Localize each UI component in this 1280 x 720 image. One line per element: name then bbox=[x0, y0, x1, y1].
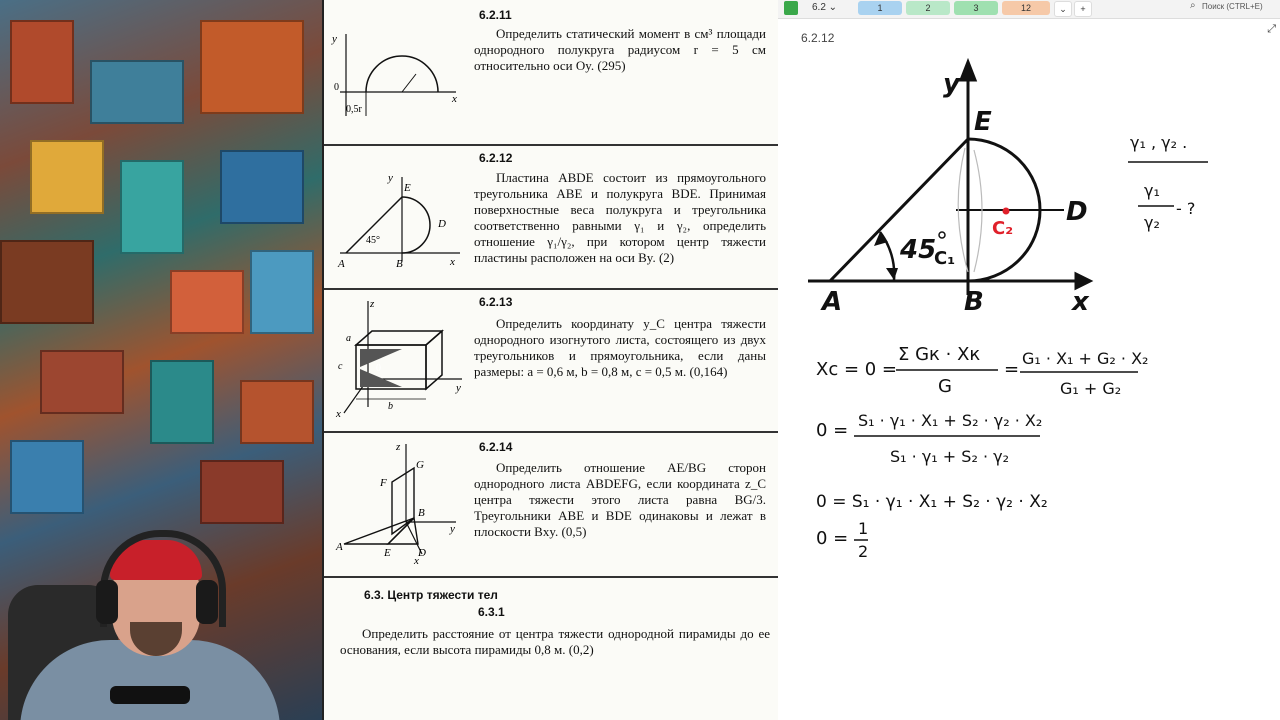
svg-text:45°: 45° bbox=[366, 235, 380, 246]
svg-text:A: A bbox=[338, 258, 345, 270]
svg-text:b: b bbox=[388, 401, 393, 412]
svg-text:1: 1 bbox=[858, 519, 869, 538]
svg-text:γ₂: γ₂ bbox=[1144, 213, 1160, 232]
problem-6-2-12 bbox=[324, 145, 780, 290]
problem-number: 6.3.1 bbox=[478, 605, 505, 619]
building-shape bbox=[240, 380, 314, 444]
svg-text:0 = S₁ · γ₁ · X₁ + S₂ · γ₂ · X: 0 = S₁ · γ₁ · X₁ + S₂ · γ₂ · X₂ bbox=[816, 492, 1048, 512]
problem-text: Пластина ABDE состоит из прямоугольного треугольника ABE и полукруга BDE. Принимая поверхностные веса полукруга и треугольника соответственно равными γ₁ и γ₂, определить отношение γ₁/γ₂, при котором центр тяжести пластины расположен на оси By. (2) bbox=[474, 170, 766, 265]
svg-text:S₁ · γ₁ · X₁ + S₂ · γ₂ · X₂: S₁ · γ₁ · X₁ + S₂ · γ₂ · X₂ bbox=[858, 411, 1043, 430]
svg-text:D: D bbox=[438, 218, 446, 230]
svg-text:G₁ · X₁ + G₂ · X₂: G₁ · X₁ + G₂ · X₂ bbox=[1022, 349, 1149, 368]
svg-text:γ₁: γ₁ bbox=[1144, 181, 1160, 200]
building-shape bbox=[120, 160, 184, 254]
svg-text:Σ Gк · Xк: Σ Gк · Xк bbox=[898, 344, 981, 365]
svg-text:B: B bbox=[396, 258, 403, 270]
svg-text:y: y bbox=[388, 172, 393, 184]
tab-3[interactable]: 3 bbox=[954, 1, 998, 15]
headphone-ear-right bbox=[196, 580, 218, 624]
equations bbox=[816, 344, 1148, 561]
svg-text:F: F bbox=[380, 477, 387, 489]
svg-text:y: y bbox=[332, 33, 337, 45]
centroid-c2-marker bbox=[1003, 208, 1010, 215]
svg-text:C₁: C₁ bbox=[934, 248, 956, 269]
svg-text:0: 0 bbox=[334, 82, 339, 93]
svg-text:y: y bbox=[456, 382, 461, 394]
svg-text:B: B bbox=[418, 507, 425, 519]
svg-text:x: x bbox=[450, 256, 455, 268]
microphone-icon bbox=[110, 686, 190, 704]
building-shape bbox=[220, 150, 304, 224]
notebook-icon bbox=[784, 1, 798, 15]
side-note bbox=[1128, 133, 1208, 232]
svg-text:=: = bbox=[1004, 359, 1020, 380]
building-shape bbox=[150, 360, 214, 444]
svg-text:x: x bbox=[1072, 287, 1089, 317]
building-shape bbox=[200, 460, 284, 524]
svg-text:45: 45 bbox=[900, 235, 937, 265]
svg-text:0,5r: 0,5r bbox=[346, 104, 362, 115]
building-shape bbox=[200, 20, 304, 114]
problem-number: 6.2.11 bbox=[479, 8, 512, 22]
problem-number: 6.2.14 bbox=[479, 440, 513, 454]
svg-text:G: G bbox=[416, 459, 424, 471]
svg-text:B: B bbox=[964, 287, 984, 317]
problem-text: Определить статический момент в см³ площади однородного полукруга радиусом r = 5 см относительно оси Oy. (295) bbox=[474, 26, 766, 73]
textbook-page bbox=[322, 0, 783, 720]
section-title: 6.3. Центр тяжести тел bbox=[364, 588, 498, 602]
building-shape bbox=[0, 240, 94, 324]
svg-text:C₂: C₂ bbox=[992, 218, 1014, 239]
svg-text:E: E bbox=[384, 547, 391, 559]
centroid-c1-marker bbox=[939, 232, 945, 238]
problem-text: Определить координату y_C центра тяжести однородного изогнутого листа, состоящего из двух треугольников и прямоугольника, если даны размеры: a = 0,6 м, b = 0,8 м, c = 0,5 м. (0,164) bbox=[474, 316, 766, 379]
svg-text:Xc = 0 =: Xc = 0 = bbox=[816, 359, 898, 380]
svg-text:E: E bbox=[974, 107, 992, 137]
problem-text: Определить расстояние от центра тяжести однородной пирамиды до ее основания, если высота пирамиды 0,8 м. (0,2) bbox=[340, 626, 770, 657]
svg-text:2: 2 bbox=[858, 542, 869, 561]
building-shape bbox=[10, 20, 74, 104]
problem-number: 6.2.12 bbox=[479, 151, 513, 165]
search-icon[interactable]: ⌕ bbox=[1190, 0, 1196, 11]
building-shape bbox=[30, 140, 104, 214]
search-input[interactable]: Поиск (CTRL+E) bbox=[1202, 2, 1263, 11]
svg-text:D: D bbox=[418, 547, 426, 559]
problem-text: Определить отношение AE/BG сторон однородного листа ABDEFG, если координата z_C центра тяжести этого листа равна BG/3. Треугольники ABE и BDE одинаковы и лежат в плоскости Bxy. (0,5) bbox=[474, 460, 766, 539]
problem-6-2-11 bbox=[324, 0, 780, 146]
tab-1[interactable]: 1 bbox=[858, 1, 902, 15]
svg-text:0: 0 bbox=[376, 363, 381, 374]
svg-text:z: z bbox=[396, 441, 401, 453]
page-title: 6.2.12 bbox=[801, 31, 835, 45]
building-shape bbox=[90, 60, 184, 124]
tab-2[interactable]: 2 bbox=[906, 1, 950, 15]
svg-text:A: A bbox=[336, 541, 343, 553]
svg-text:0 =: 0 = bbox=[816, 528, 849, 549]
video-feed bbox=[0, 0, 322, 720]
svg-text:x: x bbox=[414, 555, 419, 567]
svg-text:D: D bbox=[1066, 197, 1088, 227]
svg-text:G₁ + G₂: G₁ + G₂ bbox=[1060, 379, 1122, 398]
building-shape bbox=[10, 440, 84, 514]
svg-text:a: a bbox=[346, 333, 351, 344]
svg-text:G: G bbox=[938, 376, 952, 397]
tab-bar bbox=[778, 0, 1280, 19]
semicircle-figure bbox=[330, 28, 470, 128]
tab-12[interactable]: 12 bbox=[1002, 1, 1050, 15]
svg-text:γ₁ , γ₂ .: γ₁ , γ₂ . bbox=[1130, 133, 1188, 152]
svg-text:y: y bbox=[450, 523, 455, 535]
svg-text:z: z bbox=[370, 298, 375, 310]
handwritten-canvas[interactable] bbox=[778, 20, 1280, 620]
svg-text:x: x bbox=[452, 93, 457, 105]
svg-text:c: c bbox=[338, 361, 343, 372]
problem-number: 6.2.13 bbox=[479, 295, 513, 309]
svg-text:0 =: 0 = bbox=[816, 420, 849, 441]
building-shape bbox=[170, 270, 244, 334]
sheet-abdefg-figure bbox=[330, 438, 470, 568]
notes-app bbox=[778, 0, 1280, 720]
bent-sheet-figure bbox=[332, 297, 472, 422]
svg-text:S₁ · γ₁ + S₂ · γ₂: S₁ · γ₁ + S₂ · γ₂ bbox=[890, 447, 1009, 466]
expand-icon[interactable]: ⤢ bbox=[1267, 22, 1276, 35]
add-tab-button[interactable]: + bbox=[1074, 1, 1092, 17]
problem-6-2-14 bbox=[324, 432, 780, 578]
triangle-semicircle-figure bbox=[330, 169, 470, 279]
svg-text:E: E bbox=[404, 182, 411, 194]
notebook-selector[interactable]: 6.2 ⌄ bbox=[812, 2, 838, 13]
headphone-ear-left bbox=[96, 580, 118, 624]
svg-text:- ?: - ? bbox=[1176, 199, 1196, 218]
svg-text:y: y bbox=[943, 69, 960, 99]
building-shape bbox=[40, 350, 124, 414]
svg-text:A: A bbox=[822, 287, 843, 317]
building-shape bbox=[250, 250, 314, 334]
svg-text:x: x bbox=[336, 408, 341, 420]
problem-6-2-13 bbox=[324, 289, 780, 433]
chevron-down-icon[interactable]: ⌄ bbox=[1054, 1, 1072, 17]
